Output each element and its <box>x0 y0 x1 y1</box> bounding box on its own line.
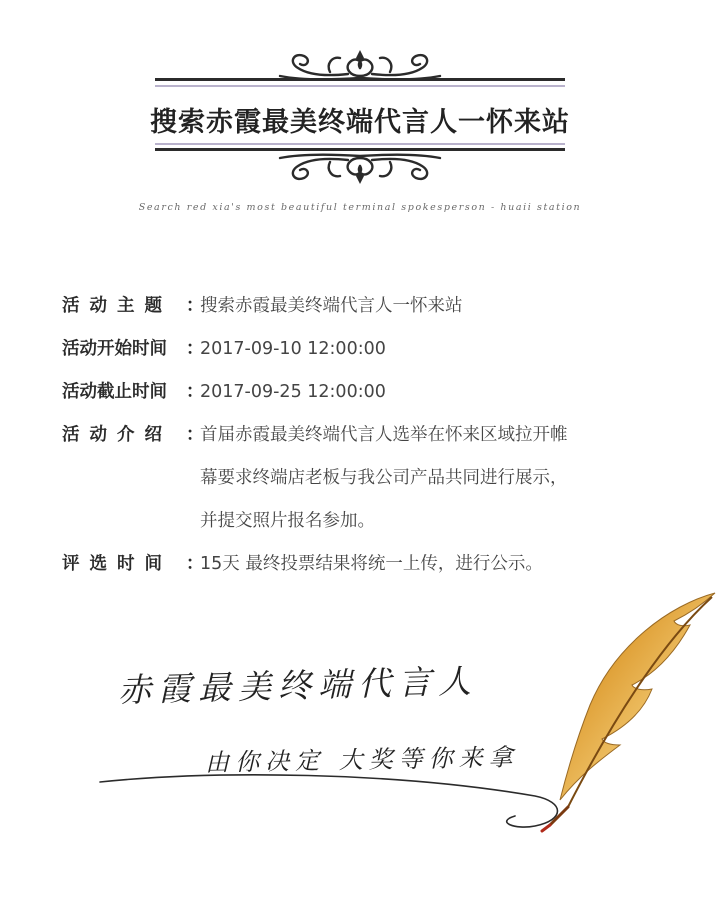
flourish-ornament-top <box>270 46 450 82</box>
info-value-line: 首届赤霞最美终端代言人选举在怀来区域拉开帷 <box>200 425 568 445</box>
info-value-line: 15天 最终投票结果将统一上传，进行公示。 <box>200 554 543 574</box>
info-row-end: 活动截止时间 ： 2017-09-25 12:00:00 <box>62 371 682 414</box>
banner-rule-dark-top <box>155 78 565 81</box>
info-value-theme <box>200 285 682 328</box>
info-label-intro: 活动介绍 <box>62 425 172 445</box>
info-label-end: 活动截止时间 <box>62 382 167 402</box>
event-info <box>62 285 682 586</box>
info-value-end <box>200 371 682 414</box>
slogan-line-2: 由你决定 大奖等你来拿 <box>204 743 519 777</box>
info-label-start: 活动开始时间 <box>62 339 167 359</box>
info-value-line: 并提交照片报名参加。 <box>200 511 375 531</box>
banner-rule-purple-bottom <box>155 143 565 145</box>
flourish-ornament-bottom <box>270 152 450 188</box>
info-value-start <box>200 328 682 371</box>
info-label-judging: 评选时间 <box>62 554 172 574</box>
info-row-intro: 活动介绍 ： 首届赤霞最美终端代言人选举在怀来区域拉开帷 幕要求终端店老板与我公司产品共同进行展示， 并提交照片报名参加。 <box>62 414 682 543</box>
banner-rule-dark-bottom <box>155 148 565 151</box>
info-value-line: 2017-09-10 12:00:00 <box>200 339 386 359</box>
banner-title: 搜索赤霞最美终端代言人一怀来站 <box>150 107 570 138</box>
info-value-judging <box>200 543 682 586</box>
info-row-judging: 评选时间 ： 15天 最终投票结果将统一上传，进行公示。 <box>62 543 682 586</box>
info-value-line: 2017-09-25 12:00:00 <box>200 382 386 402</box>
banner-subtitle: Search red xia's most beautiful terminal spokesperson - huaii station <box>138 202 582 213</box>
info-value-line: 幕要求终端店老板与我公司产品共同进行展示， <box>200 468 568 488</box>
quill-feather-icon <box>520 585 720 835</box>
info-row-start: 活动开始时间 ： 2017-09-10 12:00:00 <box>62 328 682 371</box>
title-banner <box>0 0 720 230</box>
info-value-line: 搜索赤霞最美终端代言人一怀来站 <box>200 296 463 316</box>
info-row-theme: 活动主题 ： 搜索赤霞最美终端代言人一怀来站 <box>62 285 682 328</box>
info-label-theme: 活动主题 <box>62 296 172 316</box>
slogan-line-1: 赤霞最美终端代言人 <box>117 661 479 710</box>
info-value-intro <box>200 414 682 543</box>
banner-rule-purple-top <box>155 85 565 87</box>
